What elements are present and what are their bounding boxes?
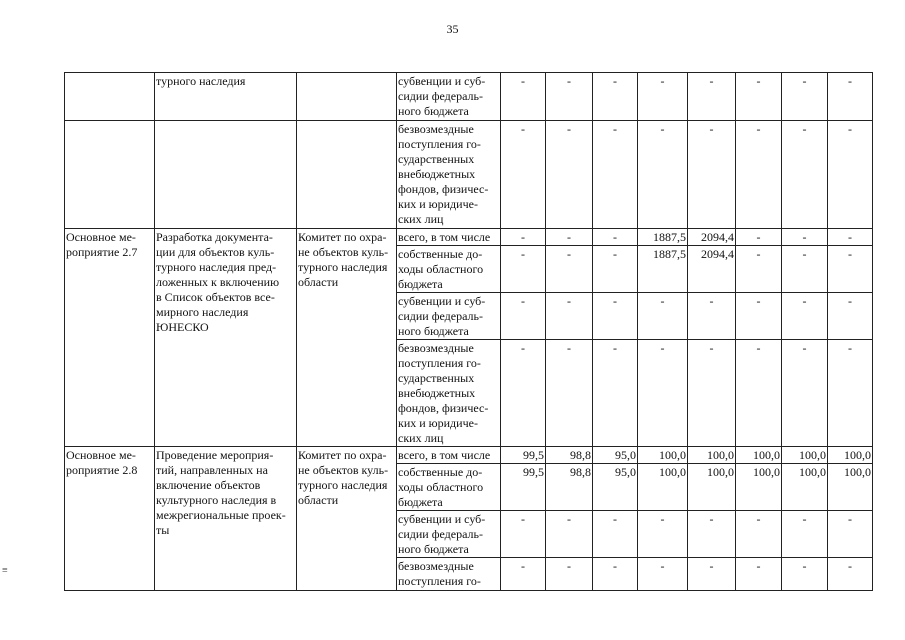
executor-cell: Комитет по охра- не объектов куль- турного наследия области (297, 447, 397, 591)
funding-source-cell: субвенции и суб- сидии федераль- ного бюджета (397, 511, 501, 558)
value-cell: - (593, 340, 638, 447)
value-cell: 1887,5 (638, 246, 688, 293)
value-cell: 1887,5 (638, 229, 688, 246)
value-cell: - (546, 229, 593, 246)
value-cell: - (688, 121, 736, 229)
value-cell: - (782, 558, 828, 591)
value-cell: - (501, 293, 546, 340)
funding-source-cell: безвозмездные поступления го- сударственных внебюджетных фондов, физичес- ких и юридиче- ских лиц (397, 121, 501, 229)
measure-cell (65, 73, 155, 121)
table-body (65, 73, 873, 591)
value-cell: - (593, 558, 638, 591)
value-cell: - (593, 121, 638, 229)
value-cell: - (546, 246, 593, 293)
value-cell: - (501, 511, 546, 558)
value-cell: - (782, 73, 828, 121)
activity-name-cell: Разработка документа- ции для объектов куль- турного наследия пред- ложенных к включению в Список объектов все- мирного наследия ЮНЕСКО (155, 229, 297, 447)
value-cell: 100,0 (736, 447, 782, 464)
value-cell: - (782, 229, 828, 246)
funding-source-cell: собственные до- ходы областного бюджета (397, 246, 501, 293)
value-cell: 100,0 (828, 464, 873, 511)
value-cell: - (688, 558, 736, 591)
value-cell: - (828, 121, 873, 229)
value-cell: - (593, 293, 638, 340)
value-cell: - (782, 246, 828, 293)
value-cell: - (828, 340, 873, 447)
value-cell: - (782, 511, 828, 558)
table-row (65, 73, 873, 121)
value-cell: - (593, 246, 638, 293)
funding-source-cell: собственные до- ходы областного бюджета (397, 464, 501, 511)
value-cell: - (736, 73, 782, 121)
value-cell: 100,0 (782, 447, 828, 464)
value-cell: - (501, 229, 546, 246)
value-cell: - (828, 246, 873, 293)
value-cell: - (828, 293, 873, 340)
value-cell: - (736, 558, 782, 591)
page-number: 35 (446, 22, 459, 36)
funding-source-cell: всего, в том числе (397, 229, 501, 246)
measure-cell: Основное ме- роприятие 2.8 (65, 447, 155, 591)
value-cell: 98,8 (546, 447, 593, 464)
value-cell: - (688, 511, 736, 558)
value-cell: - (736, 293, 782, 340)
value-cell: 98,8 (546, 464, 593, 511)
value-cell: - (546, 558, 593, 591)
value-cell: - (736, 229, 782, 246)
value-cell: - (546, 340, 593, 447)
value-cell: - (546, 511, 593, 558)
value-cell: 99,5 (501, 464, 546, 511)
value-cell: 99,5 (501, 447, 546, 464)
value-cell: 100,0 (782, 464, 828, 511)
value-cell: - (736, 121, 782, 229)
value-cell: - (688, 340, 736, 447)
value-cell: - (501, 246, 546, 293)
executor-cell (297, 121, 397, 229)
value-cell: - (736, 340, 782, 447)
value-cell: - (546, 73, 593, 121)
value-cell: - (828, 558, 873, 591)
value-cell: - (546, 121, 593, 229)
value-cell: - (501, 558, 546, 591)
value-cell: - (828, 511, 873, 558)
activity-name-cell: Проведение мероприя- тий, направленных на включение объектов культурного наследия в межрегиональные проек- ты (155, 447, 297, 591)
funding-source-cell: всего, в том числе (397, 447, 501, 464)
value-cell: - (638, 558, 688, 591)
margin-mark: ≡ (2, 565, 8, 576)
value-cell: - (736, 246, 782, 293)
measure-cell: Основное ме- роприятие 2.7 (65, 229, 155, 447)
table-row (65, 121, 873, 229)
value-cell: - (638, 73, 688, 121)
funding-source-cell: безвозмездные поступления го- сударственных внебюджетных фондов, физичес- ких и юридиче- ских лиц (397, 340, 501, 447)
value-cell: 100,0 (688, 464, 736, 511)
executor-cell (297, 73, 397, 121)
funding-source-cell: субвенции и суб- сидии федераль- ного бюджета (397, 293, 501, 340)
value-cell: 95,0 (593, 447, 638, 464)
funding-source-cell: субвенции и суб- сидии федераль- ного бюджета (397, 73, 501, 121)
value-cell: - (501, 340, 546, 447)
value-cell: - (688, 293, 736, 340)
value-cell: 100,0 (736, 464, 782, 511)
value-cell: - (593, 229, 638, 246)
value-cell: - (638, 511, 688, 558)
value-cell: - (593, 511, 638, 558)
value-cell: 100,0 (688, 447, 736, 464)
value-cell: - (828, 229, 873, 246)
measure-cell (65, 121, 155, 229)
value-cell: - (593, 73, 638, 121)
value-cell: - (688, 73, 736, 121)
value-cell: 2094,4 (688, 246, 736, 293)
table-row (65, 447, 873, 464)
value-cell: - (638, 340, 688, 447)
activity-name-cell: турного наследия (155, 73, 297, 121)
table-row (65, 229, 873, 246)
executor-cell: Комитет по охра- не объектов куль- турного наследия области (297, 229, 397, 447)
value-cell: 100,0 (638, 464, 688, 511)
value-cell: - (828, 73, 873, 121)
funding-source-cell: безвозмездные поступления го- (397, 558, 501, 591)
value-cell: - (782, 293, 828, 340)
value-cell: - (546, 293, 593, 340)
value-cell: 100,0 (638, 447, 688, 464)
value-cell: 100,0 (828, 447, 873, 464)
activity-name-cell (155, 121, 297, 229)
value-cell: - (501, 73, 546, 121)
value-cell: - (501, 121, 546, 229)
value-cell: 2094,4 (688, 229, 736, 246)
value-cell: - (782, 340, 828, 447)
value-cell: - (638, 121, 688, 229)
value-cell: - (782, 121, 828, 229)
value-cell: 95,0 (593, 464, 638, 511)
value-cell: - (736, 511, 782, 558)
value-cell: - (638, 293, 688, 340)
budget-table (64, 72, 873, 591)
